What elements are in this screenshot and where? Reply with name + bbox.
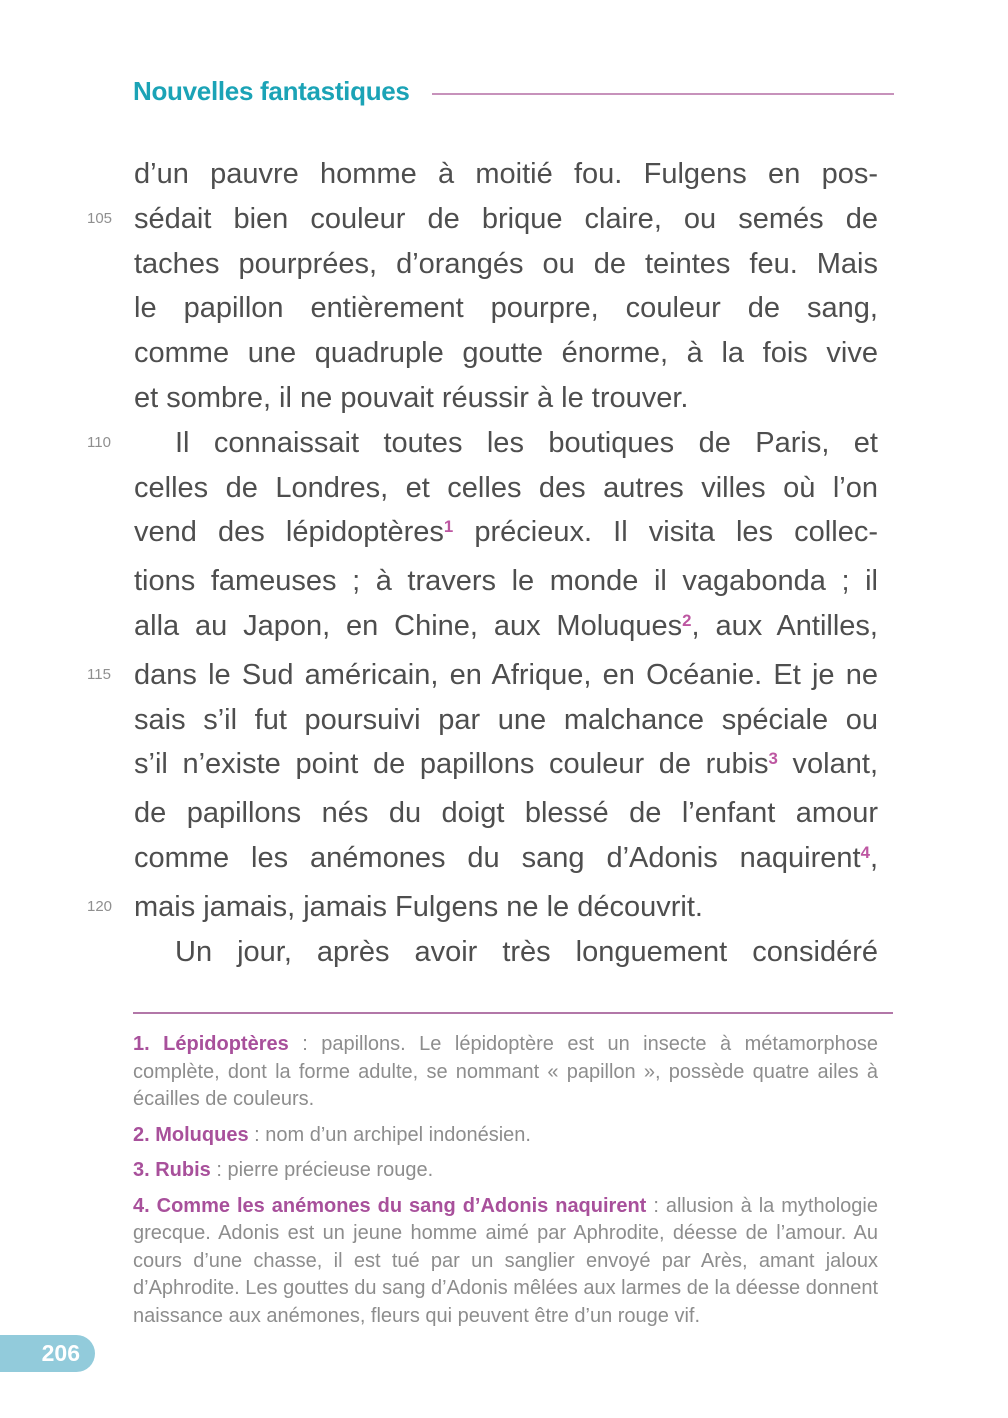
text-segment: précieux. Il visita les collec-: [453, 516, 878, 549]
text-line: [134, 559, 878, 604]
footnote: [133, 1031, 878, 1114]
text-segment: celles de Londres, et celles des autres villes où l’on: [134, 471, 878, 504]
text-line: [134, 466, 878, 511]
text-line: [134, 152, 878, 197]
footnote-text: : papillons. Le lépidoptère est un insecte à métamorphose complète, dont la forme adulte, se nommant « papillon », possède quatre ailes à écailles de couleurs.: [133, 1033, 879, 1110]
text-line: [134, 331, 878, 376]
text-line: [87, 885, 878, 930]
text-segment: s’il n’existe point de papillons couleur de rubis: [134, 748, 769, 781]
text-segment: volant,: [777, 748, 878, 781]
footnote-rule: [133, 1012, 893, 1014]
text-segment: dans le Sud américain, en Afrique, en Océanie. Et je ne: [134, 658, 878, 691]
text-line: [134, 376, 878, 421]
footnote-ref: 1: [443, 517, 454, 537]
line-number: 105: [87, 209, 113, 227]
text-segment: taches pourprées, d’orangés ou de teintes feu. Mais: [134, 247, 878, 280]
text-line: [134, 510, 878, 559]
text-line: [134, 836, 878, 885]
text-segment: Un jour, après avoir très longuement considéré: [175, 935, 878, 968]
footnote-term: 4. Comme les anémones du sang d’Adonis naquirent: [133, 1194, 647, 1217]
footnote-term: 2. Moluques: [133, 1123, 249, 1146]
page-number: 206: [41, 1340, 80, 1366]
text-segment: et sombre, il ne pouvait réussir à le trouver.: [134, 381, 689, 414]
text-line: [134, 242, 878, 287]
text-segment: comme une quadruple goutte énorme, à la fois vive: [134, 337, 878, 370]
text-line: [87, 197, 878, 242]
footnote: [133, 1122, 878, 1150]
text-segment: sais s’il fut poursuivi par une malchance spéciale ou: [134, 703, 878, 736]
text-line: [134, 698, 878, 743]
page-header: [133, 76, 894, 107]
text-line: [134, 286, 878, 331]
text-line: [134, 791, 878, 836]
footnote-term: 1. Lépidoptères: [133, 1033, 289, 1055]
footnote-term: 3. Rubis: [133, 1159, 211, 1181]
text-segment: Il connaissait toutes les boutiques de Paris, et: [175, 426, 878, 459]
text-segment: le papillon entièrement pourpre, couleur de sang,: [134, 292, 878, 325]
body-text: [87, 152, 878, 974]
text-line: [134, 742, 878, 791]
text-segment: sédait bien couleur de brique claire, ou semés de: [134, 202, 878, 235]
footnotes: [133, 1031, 878, 1338]
footnote: [133, 1157, 878, 1185]
footnote: [133, 1193, 878, 1331]
text-segment: comme les anémones du sang d’Adonis naquirent: [134, 841, 861, 874]
header-rule: [432, 93, 894, 95]
footnote-text: : pierre précieuse rouge.: [210, 1159, 434, 1181]
text-line: [87, 653, 878, 698]
text-segment: tions fameuses ; à travers le monde il vagabonda ; il: [134, 565, 878, 598]
chapter-title: Nouvelles fantastiques: [133, 76, 410, 106]
line-number: 120: [87, 897, 113, 915]
line-number: 115: [87, 665, 111, 683]
text-segment: alla au Japon, en Chine, aux Moluques: [134, 609, 683, 642]
footnote-ref: 4: [860, 842, 870, 862]
footnote-text: : allusion à la mythologie grecque. Adonis est un jeune homme aimé par Aphrodite, déesse de l’amour. Au cours d’une chasse, il est tué par un sanglier envoyé par Arès, amant jaloux d’Aphrodite. Les gouttes du sang d’Adonis mêlées aux larmes de la déesse donnent naissance aux anémones, fleurs qui peuvent être d’un rouge vif.: [133, 1194, 878, 1327]
text-segment: de papillons nés du doigt blessé de l’enfant amour: [134, 797, 878, 830]
text-segment: ,: [869, 841, 878, 874]
page-number-badge: [0, 1335, 95, 1372]
footnote-ref: 3: [768, 749, 778, 769]
text-line: [87, 421, 878, 466]
footnote-ref: 2: [682, 610, 692, 630]
text-segment: , aux Antilles,: [691, 609, 878, 642]
line-number: 110: [87, 433, 111, 451]
text-line: [134, 930, 878, 975]
text-line: [134, 604, 878, 653]
text-segment: d’un pauvre homme à moitié fou. Fulgens en pos-: [134, 158, 878, 190]
footnote-text: : nom d’un archipel indonésien.: [248, 1123, 531, 1146]
text-segment: vend des lépidoptères: [134, 516, 444, 549]
text-segment: mais jamais, jamais Fulgens ne le découvrit.: [134, 890, 703, 923]
